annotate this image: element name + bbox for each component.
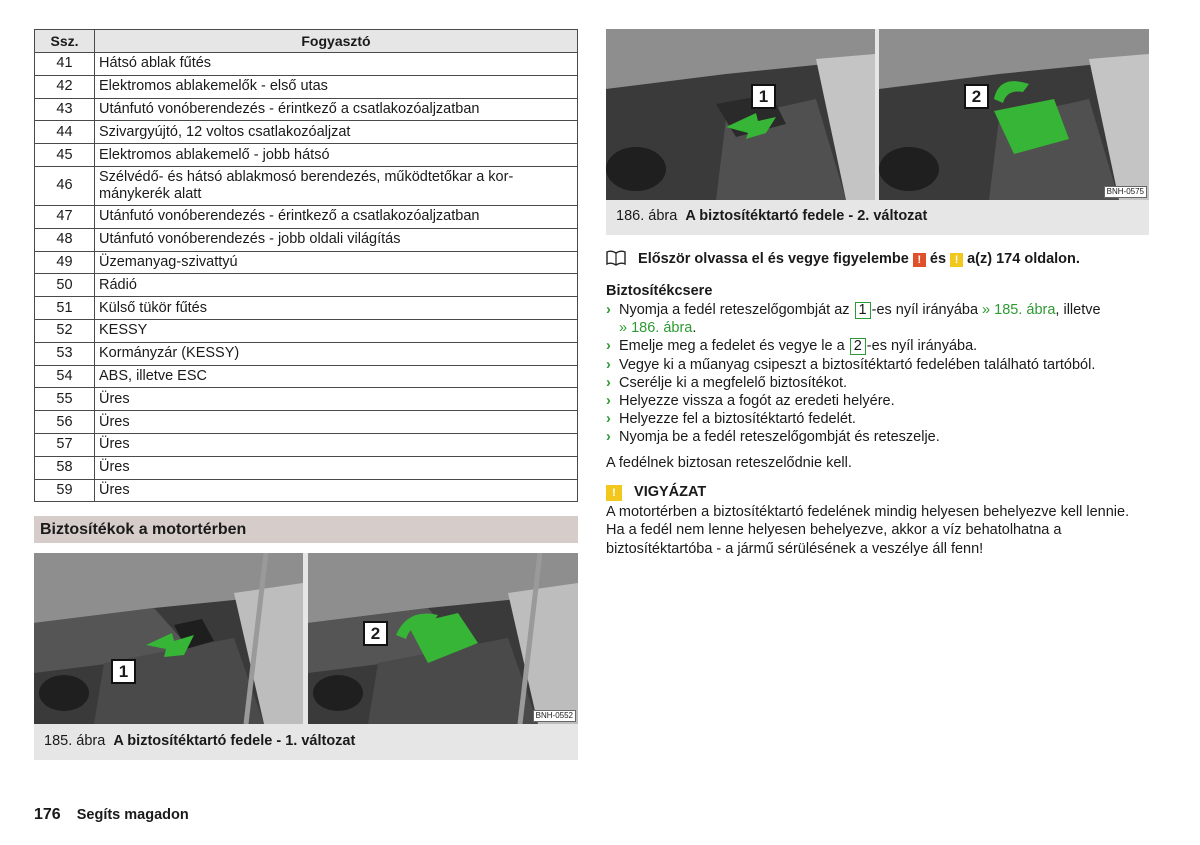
fuse-consumer: Külső tükör fűtés (95, 297, 578, 320)
step-item (606, 374, 1151, 392)
engine-bay-photo-step1 (34, 553, 303, 724)
fuse-number: 48 (35, 228, 95, 251)
step-text: Nyomja a fedél reteszelőgombját az (619, 302, 850, 318)
table-row (35, 53, 578, 76)
fuse-table (34, 29, 578, 502)
fuse-consumer: Szivargyújtó, 12 voltos csatlakozóaljzat (95, 121, 578, 144)
table-row (35, 342, 578, 365)
callout-2: 2 (363, 621, 388, 646)
fuse-consumer: ABS, illetve ESC (95, 365, 578, 388)
figure-185 (34, 553, 578, 760)
table-row (35, 365, 578, 388)
fuse-number: 46 (35, 166, 95, 205)
column-header-consumer: Fogyasztó (95, 30, 578, 53)
step-item (606, 428, 1151, 446)
caution-icon: ! (950, 253, 963, 267)
fuse-number: 59 (35, 479, 95, 502)
fuse-consumer-line2: mánykerék alatt (99, 185, 202, 202)
fuse-number: 53 (35, 342, 95, 365)
step-text: Helyezze fel a biztosítéktartó fedelét. (619, 411, 856, 428)
step-item (606, 301, 1151, 337)
step-arrow-icon: › (606, 429, 611, 446)
fuse-consumer: Üres (95, 479, 578, 502)
step-item (606, 410, 1151, 428)
engine-bay-photo-step1 (606, 29, 875, 200)
fuse-number: 50 (35, 274, 95, 297)
callout-2: 2 (964, 84, 989, 109)
caution-icon: ! (606, 485, 622, 501)
figure-186 (606, 29, 1149, 235)
fuse-number: 49 (35, 251, 95, 274)
engine-bay-photo-step2 (879, 29, 1149, 200)
page-footer (34, 806, 189, 824)
step-arrow-icon: › (606, 338, 611, 355)
step-text: Cserélje ki a megfelelő biztosítékot. (619, 374, 848, 391)
table-row (35, 228, 578, 251)
fuse-consumer: Elektromos ablakemelők - első utas (95, 75, 578, 98)
fuse-number: 44 (35, 121, 95, 144)
table-row (35, 251, 578, 274)
book-icon (606, 250, 626, 270)
notice-text-post: a(z) 174 oldalon. (967, 251, 1080, 267)
step-item (606, 356, 1151, 374)
step-text: -es nyíl irányába. (866, 338, 978, 355)
table-row (35, 411, 578, 434)
table-row (35, 274, 578, 297)
notice-text-pre: Először olvassa el és vegye figyelembe (638, 251, 909, 267)
step-item (606, 337, 1151, 355)
table-header-row (35, 30, 578, 53)
fuse-consumer: Utánfutó vonóberendezés - jobb oldali világítás (95, 228, 578, 251)
read-first-notice (606, 250, 1080, 270)
fuse-consumer: Rádió (95, 274, 578, 297)
engine-bay-photo-step2 (308, 553, 578, 724)
column-header-number: Ssz. (35, 30, 95, 53)
fuse-consumer: Hátsó ablak fűtés (95, 53, 578, 76)
step-text: , illetve (1055, 302, 1101, 318)
figure-title: A biztosítéktartó fedele - 1. változat (113, 733, 356, 749)
step-text: Emelje meg a fedelet és vegye le a (619, 338, 845, 355)
step-arrow-icon: › (606, 411, 611, 428)
step-text: -es nyíl irányába (871, 302, 979, 318)
table-row (35, 456, 578, 479)
step-item (606, 392, 1151, 410)
caution-heading (606, 484, 706, 501)
step-text: . (692, 320, 697, 337)
table-row (35, 75, 578, 98)
figure-link[interactable]: » 185. ábra (982, 302, 1056, 318)
figure-link[interactable]: » 186. ábra (619, 320, 693, 337)
procedure-title: Biztosítékcsere (606, 283, 713, 299)
table-row (35, 433, 578, 456)
table-row (35, 144, 578, 167)
figure-code: BNH-0575 (1104, 186, 1147, 198)
fuse-consumer: Üres (95, 433, 578, 456)
callout-1: 1 (111, 659, 136, 684)
fuse-consumer: Üres (95, 411, 578, 434)
fuse-number: 55 (35, 388, 95, 411)
fuse-number: 51 (35, 297, 95, 320)
caution-title: VIGYÁZAT (634, 484, 707, 500)
table-row (35, 98, 578, 121)
table-row (35, 297, 578, 320)
step-text: Helyezze vissza a fogót az eredeti helyére. (619, 393, 895, 410)
step-text: Vegye ki a műanyag csipeszt a biztosítéktartó fedelében található tartóból. (619, 356, 1096, 373)
table-row (35, 166, 578, 205)
callout-ref: 1 (855, 302, 871, 319)
fuse-number: 54 (35, 365, 95, 388)
figure-caption (44, 733, 355, 749)
fuse-consumer: Üres (95, 388, 578, 411)
footer-section: Segíts magadon (76, 807, 189, 823)
fuse-number: 47 (35, 205, 95, 228)
step-arrow-icon: › (606, 393, 611, 410)
latch-note: A fedélnek biztosan reteszelődnie kell. (606, 455, 852, 471)
fuse-consumer: Elektromos ablakemelő - jobb hátsó (95, 144, 578, 167)
fuse-number: 43 (35, 98, 95, 121)
figure-number: 185. ábra (44, 733, 106, 749)
fuse-number: 45 (35, 144, 95, 167)
notice-text-mid: és (929, 251, 947, 267)
procedure-steps (606, 301, 1151, 447)
table-row (35, 121, 578, 144)
fuse-number: 57 (35, 433, 95, 456)
fuse-consumer: Utánfutó vonóberendezés - érintkező a csatlakozóaljzatban (95, 98, 578, 121)
fuse-consumer: Üres (95, 456, 578, 479)
fuse-consumer: Kormányzár (KESSY) (95, 342, 578, 365)
fuse-consumer (95, 166, 578, 205)
callout-1: 1 (751, 84, 776, 109)
table-row (35, 319, 578, 342)
step-text: Nyomja be a fedél reteszelőgombját és reteszelje. (619, 429, 940, 446)
section-title: Biztosítékok a motortérben (34, 516, 578, 543)
page-number: 176 (34, 806, 61, 823)
callout-ref: 2 (850, 338, 866, 355)
figure-number: 186. ábra (616, 208, 678, 224)
fuse-number: 52 (35, 319, 95, 342)
table-row (35, 388, 578, 411)
fuse-consumer-line1: Szélvédő- és hátsó ablakmosó berendezés, működtetőkar a kor- (99, 168, 514, 185)
fuse-number: 42 (35, 75, 95, 98)
fuse-consumer: KESSY (95, 319, 578, 342)
danger-icon: ! (913, 253, 926, 267)
step-arrow-icon: › (606, 374, 611, 391)
step-arrow-icon: › (606, 356, 611, 373)
fuse-number: 41 (35, 53, 95, 76)
fuse-consumer: Üzemanyag-szivattyú (95, 251, 578, 274)
figure-title: A biztosítéktartó fedele - 2. változat (685, 208, 928, 224)
fuse-number: 56 (35, 411, 95, 434)
fuse-number: 58 (35, 456, 95, 479)
fuse-consumer: Utánfutó vonóberendezés - érintkező a csatlakozóaljzatban (95, 205, 578, 228)
figure-caption (616, 208, 927, 224)
caution-text: A motortérben a biztosítéktartó fedelének mindig helyesen behelyezve kell lennie. Ha a fedél nem lenne helyesen behelyezve, akkor a víz behatolhatna a biztosítéktartóba - a jármű sérülésének a veszélye áll fenn! (606, 504, 1130, 557)
figure-code: BNH-0552 (533, 710, 576, 722)
step-arrow-icon: › (606, 302, 611, 318)
table-row (35, 205, 578, 228)
table-row (35, 479, 578, 502)
